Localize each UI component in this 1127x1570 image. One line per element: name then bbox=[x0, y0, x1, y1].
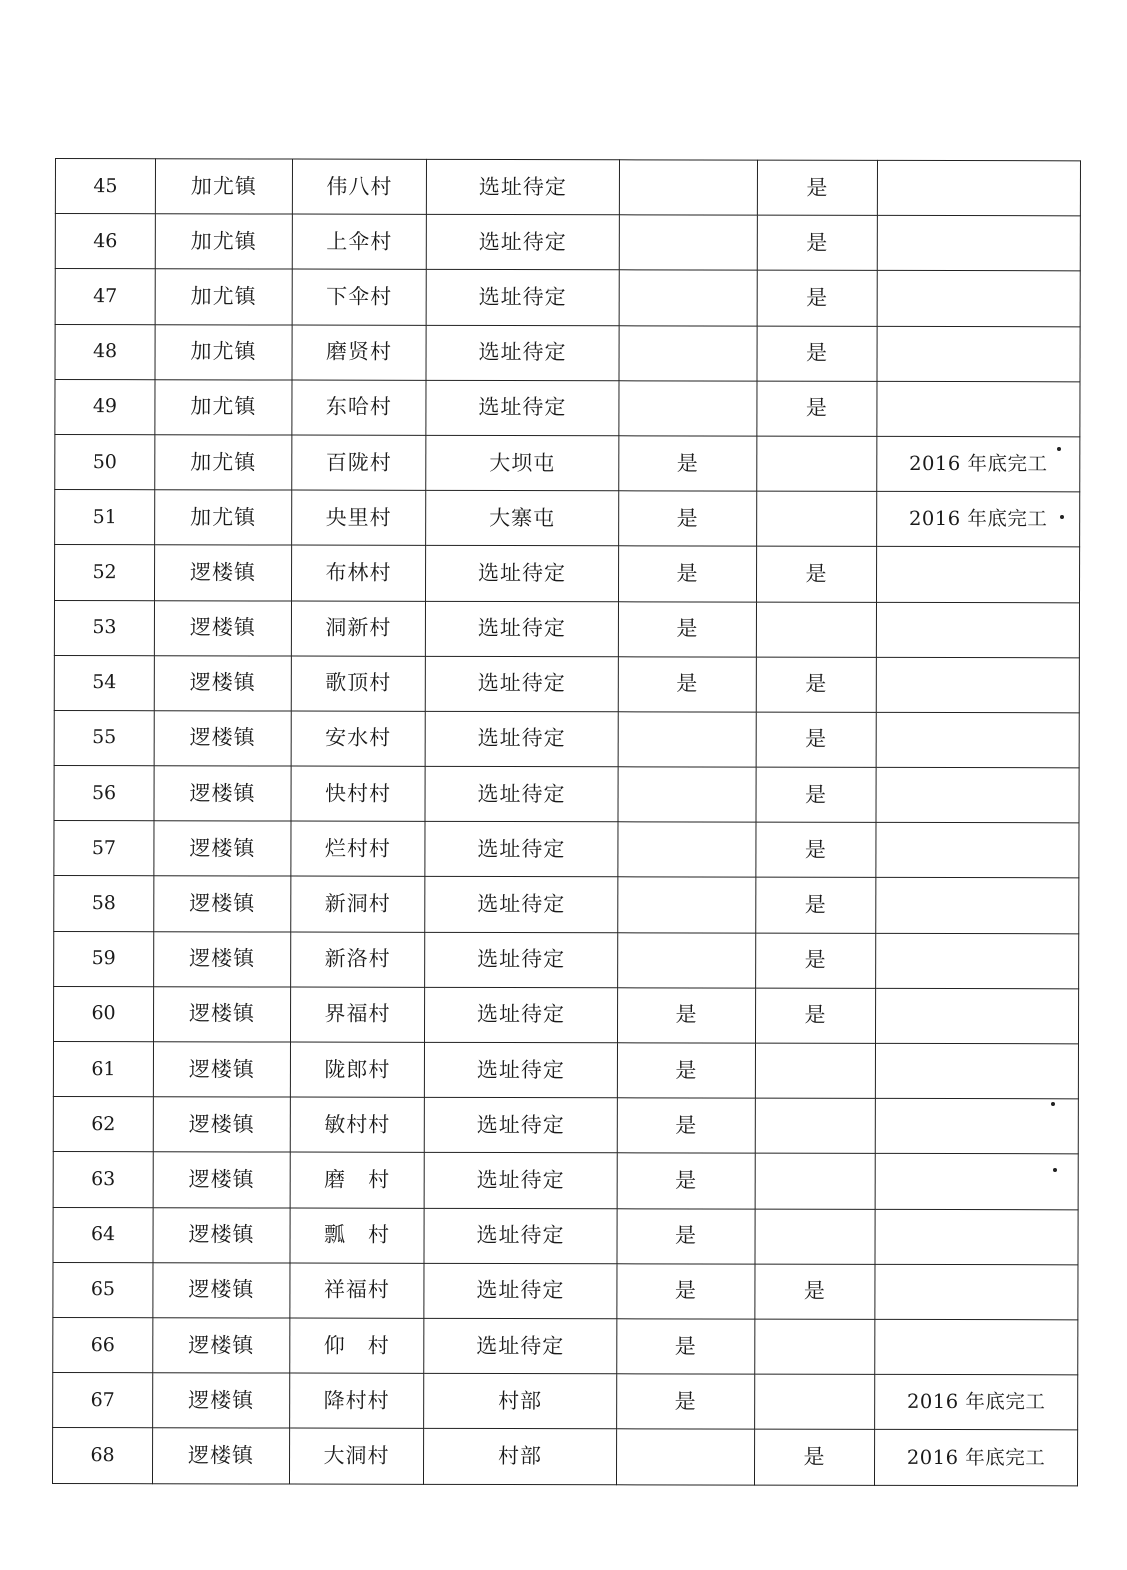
site-location: 选址待定 bbox=[424, 1318, 617, 1374]
col5-mark: 是 bbox=[617, 1043, 755, 1099]
col5-mark bbox=[619, 325, 757, 381]
town-name: 逻楼镇 bbox=[154, 876, 291, 931]
town-name: 逻楼镇 bbox=[152, 1428, 289, 1483]
table-row bbox=[55, 379, 1080, 437]
site-location: 选址待定 bbox=[425, 656, 618, 712]
site-location: 选址待定 bbox=[425, 601, 618, 657]
col6-mark: 是 bbox=[754, 1429, 874, 1484]
col5-mark: 是 bbox=[617, 1319, 755, 1375]
col5-mark: 是 bbox=[617, 1374, 755, 1430]
completion-note: 2016 年底完工 bbox=[877, 491, 1080, 547]
completion-note bbox=[876, 823, 1079, 879]
completion-note: 2016 年底完工 bbox=[877, 436, 1080, 492]
village-name: 央里村 bbox=[292, 490, 426, 545]
col5-mark bbox=[619, 270, 757, 326]
table-row bbox=[54, 710, 1079, 768]
town-name: 逻楼镇 bbox=[154, 931, 291, 986]
completion-note bbox=[875, 1319, 1078, 1375]
table-row bbox=[53, 1317, 1078, 1375]
scan-speck bbox=[1051, 1102, 1055, 1106]
col5-mark: 是 bbox=[617, 1264, 755, 1320]
table-row bbox=[54, 766, 1079, 824]
table-row bbox=[53, 1373, 1078, 1431]
site-location: 选址待定 bbox=[425, 766, 618, 822]
table-row bbox=[54, 545, 1079, 603]
table-row bbox=[53, 1097, 1078, 1155]
row-number: 60 bbox=[53, 986, 153, 1041]
table-row bbox=[54, 876, 1079, 934]
col6-mark: 是 bbox=[757, 270, 877, 325]
village-name: 陇郎村 bbox=[290, 1042, 424, 1097]
completion-note bbox=[875, 1154, 1078, 1210]
col6-mark: 是 bbox=[757, 160, 877, 215]
col5-mark: 是 bbox=[617, 988, 755, 1044]
completion-note bbox=[875, 988, 1078, 1044]
row-number: 50 bbox=[55, 434, 155, 489]
town-name: 逻楼镇 bbox=[153, 1262, 290, 1317]
table-body bbox=[52, 159, 1080, 1486]
col5-mark bbox=[618, 822, 756, 878]
town-name: 逻楼镇 bbox=[153, 1207, 290, 1262]
col5-mark bbox=[618, 767, 756, 823]
col6-mark: 是 bbox=[757, 215, 877, 270]
village-name: 烂村村 bbox=[291, 821, 425, 876]
row-number: 58 bbox=[54, 876, 154, 931]
table-row bbox=[53, 1262, 1078, 1320]
row-number: 45 bbox=[55, 159, 155, 214]
row-number: 61 bbox=[53, 1041, 153, 1096]
site-location: 选址待定 bbox=[424, 1263, 617, 1319]
col5-mark bbox=[618, 932, 756, 988]
completion-note bbox=[877, 271, 1080, 327]
completion-note bbox=[877, 381, 1080, 437]
completion-note: 2016 年底完工 bbox=[874, 1430, 1077, 1486]
completion-note bbox=[876, 933, 1079, 989]
col5-mark: 是 bbox=[617, 1098, 755, 1154]
site-location: 选址待定 bbox=[424, 1098, 617, 1154]
village-name: 祥福村 bbox=[290, 1263, 424, 1318]
scan-speck bbox=[1057, 447, 1061, 451]
col6-mark: 是 bbox=[755, 1264, 875, 1319]
col6-mark bbox=[756, 602, 876, 657]
col6-mark bbox=[755, 1319, 875, 1374]
table-row bbox=[54, 600, 1079, 658]
town-name: 加尤镇 bbox=[155, 435, 292, 490]
site-location: 选址待定 bbox=[425, 711, 618, 767]
village-name: 磨贤村 bbox=[292, 325, 426, 380]
table-row bbox=[54, 931, 1079, 989]
col6-mark bbox=[757, 436, 877, 491]
completion-note bbox=[876, 767, 1079, 823]
table-row bbox=[55, 324, 1080, 382]
village-name: 磨 村 bbox=[290, 1152, 424, 1207]
row-number: 51 bbox=[55, 490, 155, 545]
row-number: 49 bbox=[55, 379, 155, 434]
site-location: 选址待定 bbox=[426, 325, 619, 381]
row-number: 57 bbox=[54, 821, 154, 876]
row-number: 52 bbox=[54, 545, 154, 600]
row-number: 63 bbox=[53, 1152, 153, 1207]
village-name: 百陇村 bbox=[292, 435, 426, 490]
completion-note bbox=[876, 657, 1079, 713]
town-name: 逻楼镇 bbox=[154, 711, 291, 766]
table-row bbox=[52, 1428, 1077, 1486]
col6-mark bbox=[755, 1153, 875, 1208]
col6-mark: 是 bbox=[756, 767, 876, 822]
col6-mark: 是 bbox=[757, 381, 877, 436]
town-name: 加尤镇 bbox=[155, 379, 292, 434]
table-row bbox=[55, 159, 1080, 217]
row-number: 54 bbox=[54, 655, 154, 710]
completion-note bbox=[877, 160, 1080, 216]
completion-note bbox=[875, 1099, 1078, 1155]
col5-mark bbox=[618, 877, 756, 933]
village-name: 下伞村 bbox=[292, 269, 426, 324]
completion-note bbox=[875, 1043, 1078, 1099]
col5-mark bbox=[619, 160, 757, 216]
town-name: 逻楼镇 bbox=[153, 1097, 290, 1152]
col5-mark: 是 bbox=[619, 436, 757, 492]
table-row bbox=[53, 1152, 1078, 1210]
col6-mark: 是 bbox=[756, 657, 876, 712]
row-number: 59 bbox=[54, 931, 154, 986]
row-number: 66 bbox=[53, 1317, 153, 1372]
village-name: 东哈村 bbox=[292, 380, 426, 435]
row-number: 47 bbox=[55, 269, 155, 324]
village-name: 洞新村 bbox=[291, 601, 425, 656]
col5-mark: 是 bbox=[618, 546, 756, 602]
completion-note bbox=[876, 878, 1079, 934]
col5-mark bbox=[616, 1429, 754, 1485]
town-name: 逻楼镇 bbox=[153, 987, 290, 1042]
town-name: 加尤镇 bbox=[155, 214, 292, 269]
town-name: 逻楼镇 bbox=[154, 821, 291, 876]
site-location: 大坝屯 bbox=[426, 435, 619, 491]
village-name: 降村村 bbox=[290, 1373, 424, 1428]
completion-note bbox=[876, 602, 1079, 658]
town-name: 逻楼镇 bbox=[153, 1373, 290, 1428]
table-row bbox=[55, 214, 1080, 272]
village-name: 大洞村 bbox=[289, 1428, 423, 1483]
site-location: 选址待定 bbox=[426, 159, 619, 215]
col6-mark bbox=[755, 1374, 875, 1429]
site-location: 选址待定 bbox=[424, 987, 617, 1043]
completion-note bbox=[875, 1209, 1078, 1265]
scan-speck bbox=[1060, 515, 1064, 519]
town-name: 加尤镇 bbox=[155, 324, 292, 379]
col5-mark bbox=[619, 381, 757, 437]
town-name: 逻楼镇 bbox=[153, 1152, 290, 1207]
col5-mark: 是 bbox=[617, 1208, 755, 1264]
row-number: 62 bbox=[53, 1097, 153, 1152]
site-location: 选址待定 bbox=[424, 1153, 617, 1209]
village-name: 仰 村 bbox=[290, 1318, 424, 1373]
col6-mark: 是 bbox=[756, 546, 876, 601]
village-name: 界福村 bbox=[290, 987, 424, 1042]
completion-note bbox=[876, 712, 1079, 768]
village-name: 安水村 bbox=[291, 711, 425, 766]
village-name: 敏村村 bbox=[290, 1097, 424, 1152]
table-row bbox=[54, 821, 1079, 879]
col6-mark: 是 bbox=[756, 822, 876, 877]
site-location: 村部 bbox=[424, 1373, 617, 1429]
town-name: 逻楼镇 bbox=[154, 600, 291, 655]
col6-mark: 是 bbox=[756, 933, 876, 988]
col5-mark: 是 bbox=[618, 656, 756, 712]
row-number: 56 bbox=[54, 766, 154, 821]
table-row bbox=[55, 269, 1080, 327]
col6-mark: 是 bbox=[755, 988, 875, 1043]
site-location: 选址待定 bbox=[426, 380, 619, 436]
village-site-table bbox=[52, 158, 1081, 1486]
completion-note bbox=[875, 1264, 1078, 1320]
site-location: 选址待定 bbox=[425, 877, 618, 933]
town-name: 逻楼镇 bbox=[153, 1042, 290, 1097]
col5-mark: 是 bbox=[617, 1153, 755, 1209]
village-name: 上伞村 bbox=[292, 214, 426, 269]
table-row bbox=[54, 655, 1079, 713]
site-location: 选址待定 bbox=[426, 215, 619, 271]
site-location: 选址待定 bbox=[424, 1208, 617, 1264]
town-name: 逻楼镇 bbox=[153, 1318, 290, 1373]
col6-mark: 是 bbox=[756, 712, 876, 767]
row-number: 68 bbox=[52, 1428, 152, 1483]
scan-speck bbox=[1053, 1168, 1057, 1172]
village-name: 新洛村 bbox=[291, 932, 425, 987]
site-location: 选址待定 bbox=[424, 1042, 617, 1098]
row-number: 65 bbox=[53, 1262, 153, 1317]
town-name: 逻楼镇 bbox=[154, 545, 291, 600]
completion-note: 2016 年底完工 bbox=[875, 1374, 1078, 1430]
site-location: 选址待定 bbox=[425, 546, 618, 602]
row-number: 48 bbox=[55, 324, 155, 379]
col6-mark: 是 bbox=[756, 878, 876, 933]
col5-mark bbox=[619, 215, 757, 271]
site-location: 大寨屯 bbox=[426, 490, 619, 546]
row-number: 55 bbox=[54, 710, 154, 765]
village-name: 快村村 bbox=[291, 766, 425, 821]
town-name: 加尤镇 bbox=[155, 159, 292, 214]
completion-note bbox=[877, 326, 1080, 382]
table-row bbox=[53, 1207, 1078, 1265]
town-name: 加尤镇 bbox=[155, 269, 292, 324]
col6-mark: 是 bbox=[757, 326, 877, 381]
town-name: 逻楼镇 bbox=[154, 766, 291, 821]
village-name: 瓢 村 bbox=[290, 1208, 424, 1263]
row-number: 46 bbox=[55, 214, 155, 269]
completion-note bbox=[877, 216, 1080, 272]
village-name: 布林村 bbox=[291, 545, 425, 600]
town-name: 加尤镇 bbox=[155, 490, 292, 545]
col6-mark bbox=[755, 1209, 875, 1264]
site-location: 选址待定 bbox=[426, 270, 619, 326]
table-row bbox=[53, 986, 1078, 1044]
col5-mark: 是 bbox=[618, 601, 756, 657]
site-location: 选址待定 bbox=[425, 822, 618, 878]
site-location: 村部 bbox=[423, 1429, 616, 1485]
table-row bbox=[55, 434, 1080, 492]
row-number: 53 bbox=[54, 600, 154, 655]
col6-mark bbox=[755, 1043, 875, 1098]
table-row bbox=[53, 1041, 1078, 1099]
site-location: 选址待定 bbox=[425, 932, 618, 988]
village-name: 新洞村 bbox=[291, 876, 425, 931]
row-number: 67 bbox=[53, 1373, 153, 1428]
col6-mark bbox=[755, 1098, 875, 1153]
col5-mark bbox=[618, 712, 756, 768]
town-name: 逻楼镇 bbox=[154, 655, 291, 710]
village-name: 伟八村 bbox=[292, 159, 426, 214]
village-name: 歌顶村 bbox=[291, 656, 425, 711]
row-number: 64 bbox=[53, 1207, 153, 1262]
col5-mark: 是 bbox=[619, 491, 757, 547]
col6-mark bbox=[757, 491, 877, 546]
completion-note bbox=[876, 547, 1079, 603]
table-row bbox=[55, 490, 1080, 548]
